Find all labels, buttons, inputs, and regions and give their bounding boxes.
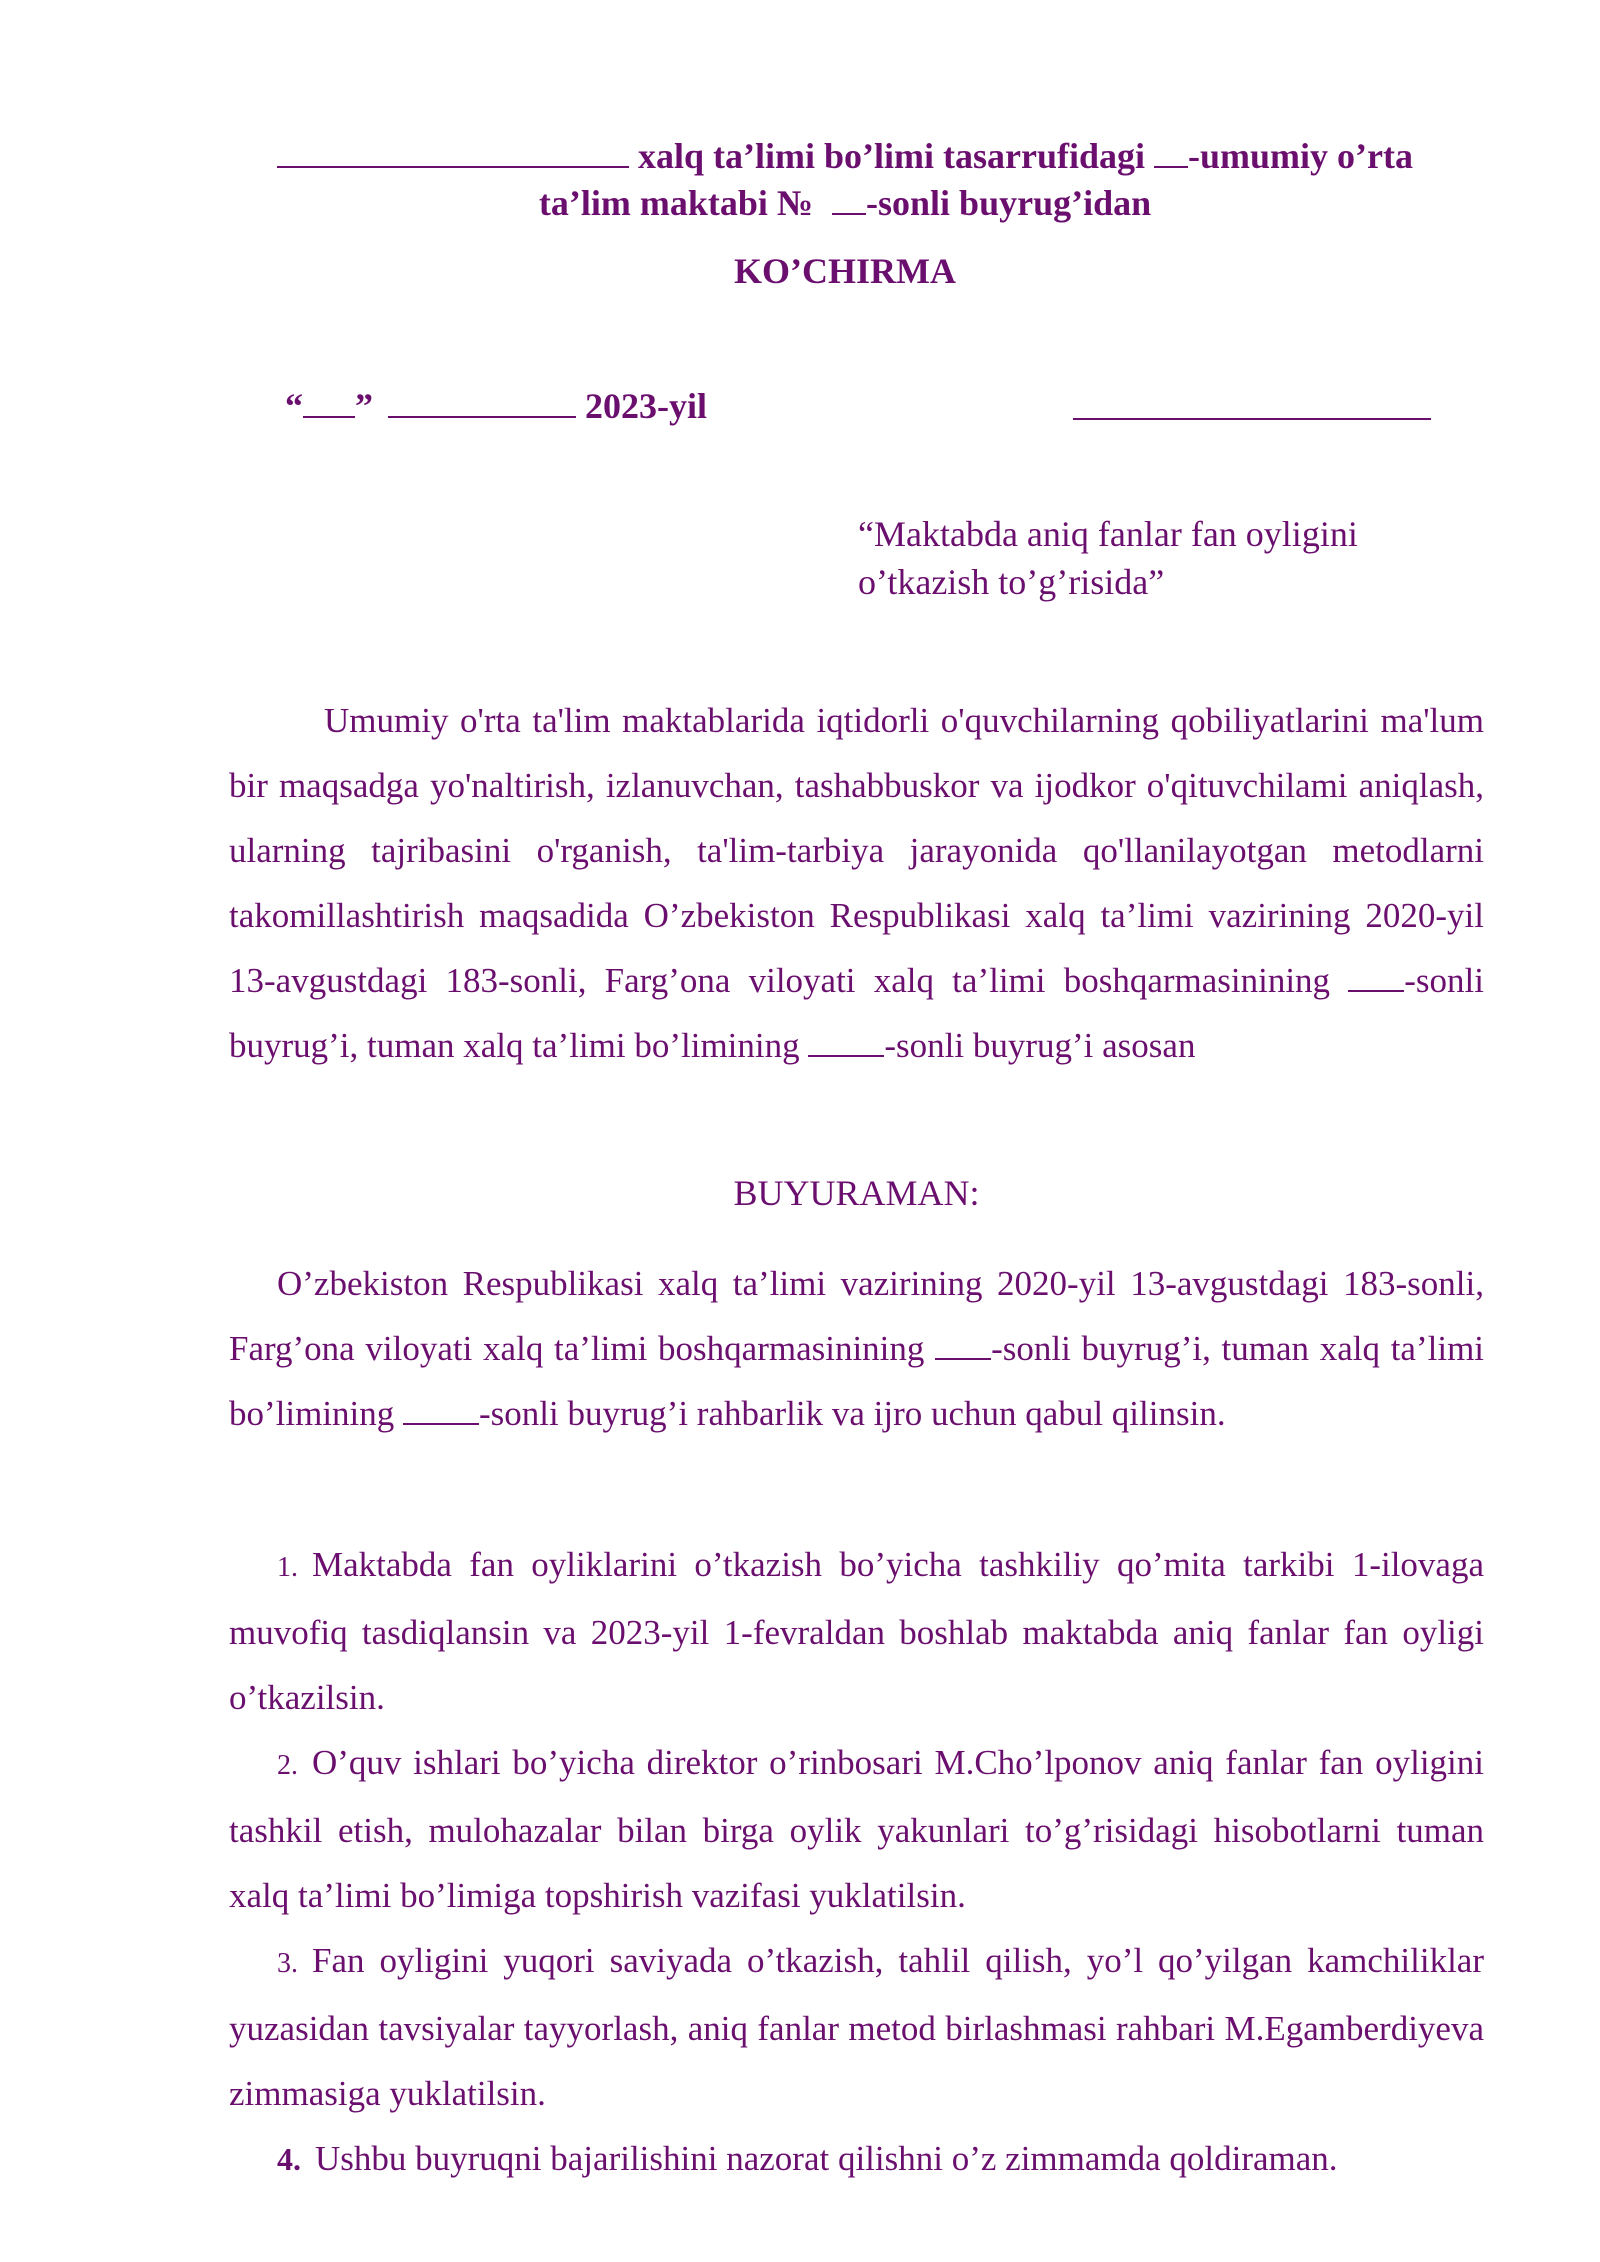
decree-text-2: -sonli buyrug’i, tuman xalq ta’limi bo’limining	[229, 1329, 1485, 1433]
item-number: 4.	[277, 2141, 301, 2177]
decree-text-1: O’zbekiston Respublikasi xalq ta’limi vazirining 2020-yil 13-avgustdagi 183-sonli, Farg’ona viloyati xalq ta’limi boshqarmasinining	[229, 1264, 1484, 1368]
place-blank	[1073, 418, 1431, 420]
document-title: KO’CHIRMA	[734, 251, 956, 291]
decree-region-blank	[935, 1357, 991, 1360]
district-order-blank	[808, 1054, 884, 1057]
item-number: 2.	[277, 1750, 298, 1781]
item-text: Fan oyligini yuqori saviyada o’tkazish, tahlil qilish, yo’l qo’yilgan kamchiliklar yuzasidan tavsiyalar tayyorlash, aniq fanlar metod birlashmasi rahbari M.Egamberdiyeva zimmasiga yuklatilsin.	[229, 1941, 1484, 2113]
item-text: Ushbu buyruqni bajarilishini nazorat qilishni o’z zimmamda qoldiraman.	[315, 2139, 1338, 2178]
order-item-2	[229, 1730, 1484, 1928]
preamble-paragraph	[229, 688, 1484, 1078]
preamble-text-2: -sonli buyrug’i, tuman xalq ta’limi bo’limining	[229, 961, 1484, 1065]
header-line1-suffix: -umumiy o’rta	[1188, 136, 1413, 176]
order-items	[229, 1532, 1484, 2192]
decree-text-3: -sonli buyrug’i rahbarlik va ijro uchun qabul qilinsin.	[479, 1394, 1226, 1433]
item-text: Maktabda fan oyliklarini o’tkazish bo’yicha tashkiliy qo’mita tarkibi 1-ilovaga muvofiq tasdiqlansin va 2023-yil 1-fevraldan boshlab maktabda aniq fanlar fan oyligi o’tkazilsin.	[229, 1545, 1484, 1717]
day-blank	[303, 415, 355, 418]
decree-paragraph	[229, 1251, 1484, 1446]
header-line1-text: xalq ta’limi bo’limi tasarrufidagi	[638, 136, 1146, 176]
command-heading: BUYURAMAN:	[733, 1173, 980, 1213]
order-item-4	[229, 2126, 1484, 2192]
region-blank	[277, 165, 629, 168]
date-line	[285, 385, 707, 427]
item-text: O’quv ishlari bo’yicha direktor o’rinbosari M.Cho’lponov aniq fanlar fan oyligini tashkil etish, mulohazalar bilan birga oylik yakunlari to’g’risidagi hisobotlarni tuman xalq ta’limi bo’limiga topshirish vazifasi yuklatilsin.	[229, 1743, 1484, 1915]
region-order-blank	[1348, 989, 1404, 992]
month-blank	[388, 415, 576, 418]
preamble-text-1: Umumiy o'rta ta'lim maktablarida iqtidorli o'quvchilarning qobiliyatlarini ma'lum bir maqsadga yo'naltirish, izlanuvchan, tashabbuskor va ijodkor o'qituvchilami aniqlash, ularning tajribasini o'rganish, ta'lim-tarbiya jarayonida qo'llanilayotgan metodlarni takomillashtirish maqsadida O’zbekiston Respublikasi xalq ta’limi vazirining 2020-yil 13-avgustdagi 183-sonli, Farg’ona viloyati xalq ta’limi boshqarmasinining	[229, 701, 1484, 1000]
date-close-quote: ”	[355, 386, 373, 426]
preamble-text-3: -sonli buyrug’i asosan	[884, 1026, 1196, 1065]
header-line-2	[230, 180, 1460, 227]
item-number: 1.	[277, 1552, 298, 1583]
date-open-quote: “	[285, 386, 303, 426]
date-year: 2023-yil	[585, 386, 707, 426]
header-line2-suffix: -sonli buyrug’idan	[866, 183, 1152, 223]
subject-line-2: o’tkazish to’g’risida”	[858, 562, 1165, 602]
header-line-1	[230, 133, 1460, 180]
decree-district-blank	[403, 1422, 479, 1425]
order-number-blank	[832, 212, 866, 215]
header-line2-prefix: ta’lim maktabi №	[538, 183, 814, 223]
item-number: 3.	[277, 1948, 298, 1979]
school-number-blank	[1154, 165, 1188, 168]
order-item-1	[229, 1532, 1484, 1730]
order-item-3	[229, 1928, 1484, 2126]
subject-line-1: “Maktabda aniq fanlar fan oyligini	[858, 514, 1358, 554]
order-subject	[858, 510, 1358, 606]
document-header	[230, 133, 1460, 227]
